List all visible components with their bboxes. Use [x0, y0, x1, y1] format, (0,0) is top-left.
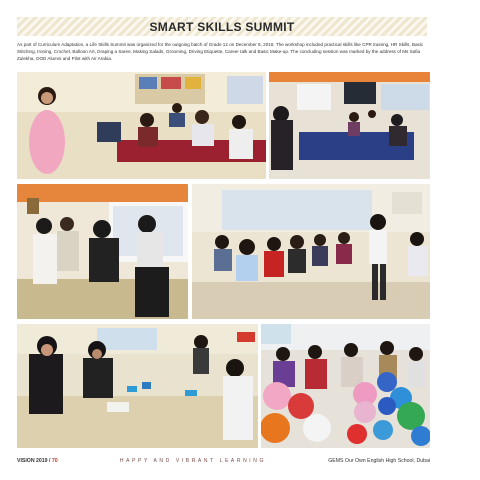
- page-title: SMART SKILLS SUMMIT: [149, 19, 295, 34]
- photo-classroom-pink: [17, 72, 266, 179]
- title-banner: [17, 17, 427, 36]
- footer-tagline: HAPPY AND VIBRANT LEARNING: [119, 458, 266, 464]
- page-footer: [17, 456, 430, 466]
- photo-stitching-crochet: [17, 324, 258, 448]
- footer-school: GEMS Our Own English High School, Dubai: [328, 458, 430, 464]
- photo-large-hall: [192, 184, 430, 319]
- footer-left: [17, 458, 58, 464]
- page-number: 70: [51, 458, 58, 464]
- intro-paragraph: As part of Curriculum Adaptation, a Life Skills Summit was organized for the outgoing batch of Grade 12 on December 8, 2018. The workshop included practical skills like CPR training, HR Skills, Basic Stitching, Ironing, Crochet, Balloon Art, Draping a Saree, Making Salads, Grooming, Driving Etiquette, Career talk and Basic Make-up. The concluding session was marked by the address of Ms Safia Zulekha, OOD Alumni and Pilot with Air Arabia.: [17, 42, 424, 62]
- photo-balloon-art: [261, 324, 430, 448]
- footer-label: VISION 2019 /: [17, 458, 51, 464]
- photo-cpr-training: [17, 184, 188, 319]
- photo-meeting-room: [269, 72, 430, 179]
